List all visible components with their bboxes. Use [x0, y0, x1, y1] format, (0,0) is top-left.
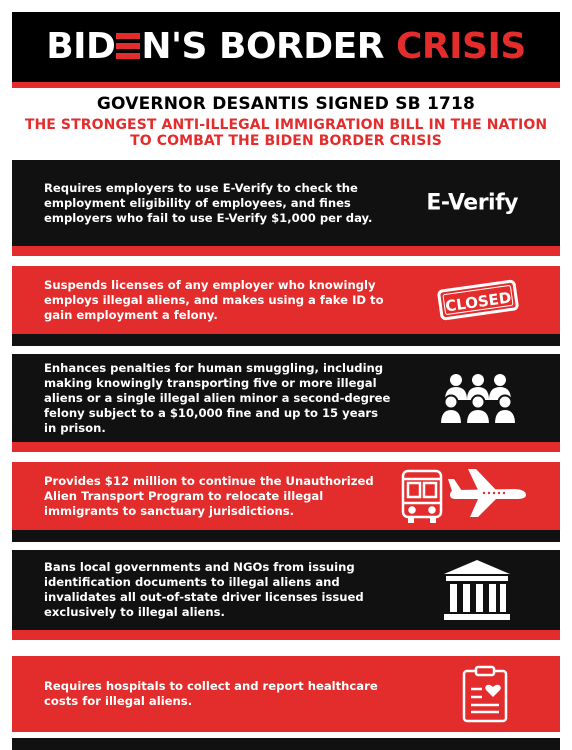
panel-e-verify: [12, 160, 560, 256]
government-building-icon: [442, 558, 512, 622]
panel-license-suspension: [12, 266, 560, 346]
title-crisis: CRISIS: [396, 25, 526, 67]
closed-sign-icon: [436, 278, 520, 322]
intro-section: [12, 94, 560, 149]
panel-human-smuggling: [12, 354, 560, 452]
panel-text: Suspends licenses of any employer who knowingly employs illegal aliens, and makes using a fake ID to gain employment a felony.: [44, 277, 384, 322]
panel-text: Provides $12 million to continue the Unauthorized Alien Transport Program to relocate illegal immigrants to sanctuary jurisdictions.: [44, 473, 374, 518]
medical-clipboard-icon: [460, 665, 510, 723]
panel-transport-program: [12, 462, 560, 542]
header-banner: [12, 12, 560, 82]
everify-logo-text: E-Verify: [426, 190, 518, 216]
stylized-e-icon: [116, 28, 140, 69]
title-part-2: N'S BORDER: [141, 25, 397, 67]
panel-text: Requires hospitals to collect and report healthcare costs for illegal aliens.: [44, 679, 378, 708]
intro-title: GOVERNOR DESANTIS SIGNED SB 1718: [96, 94, 476, 114]
page-title: [46, 26, 526, 69]
everify-logo: [426, 191, 518, 216]
panel-text: Enhances penalties for human smuggling, including making knowingly transporting five or more illegal aliens or a single illegal alien minor a second-degree felony subject to a $10,000 fine and up to 15 years in prison.: [44, 360, 391, 435]
closed-sign-text: CLOSED: [444, 288, 513, 316]
title-part-1: BID: [46, 25, 116, 67]
intro-subtitle: THE STRONGEST ANTI-ILLEGAL IMMIGRATION BILL IN THE NATION TO COMBAT THE BIDEN BORDER CRISIS: [24, 117, 548, 149]
header-red-stripe: [12, 82, 560, 88]
footer-bar: [12, 738, 560, 750]
panel-hospital-costs: [12, 656, 560, 732]
panel-identification-ban: [12, 550, 560, 640]
panel-text: Requires employers to use E-Verify to check the employment eligibility of employees, and fines employers who fail to use E-Verify $1,000 per day.: [44, 180, 373, 225]
panel-text: Bans local governments and NGOs from issuing identification documents to illegal aliens and invalidates all out-of-state driver licenses issued exclusively to illegal aliens.: [44, 560, 364, 619]
bus-and-plane-icon: [400, 465, 530, 527]
people-group-icon: [440, 372, 516, 424]
